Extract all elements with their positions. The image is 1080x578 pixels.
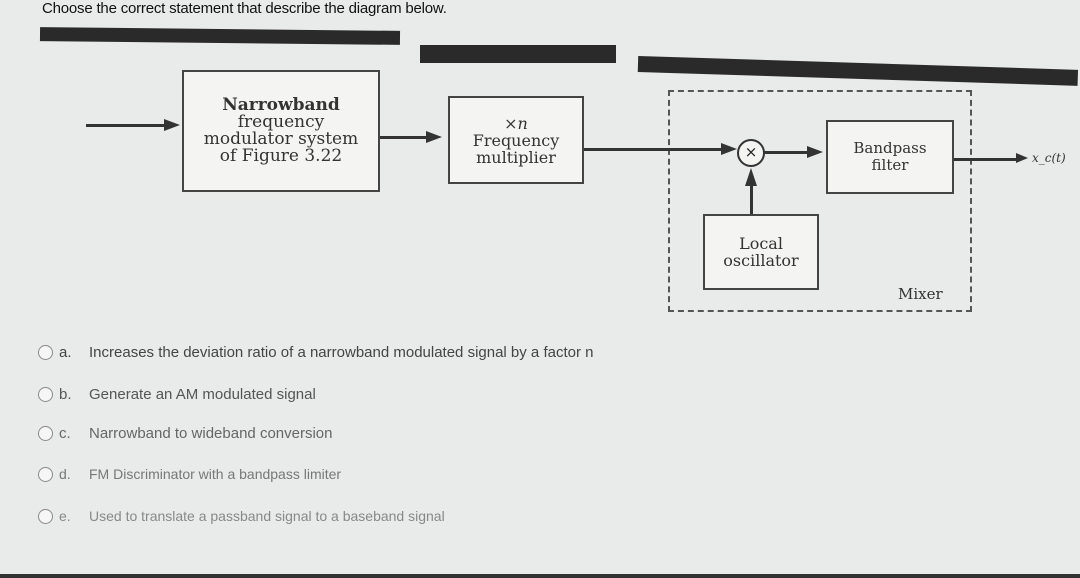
local-oscillator-block bbox=[703, 214, 819, 290]
arrowhead-lo-mult bbox=[745, 168, 757, 186]
wire-2-mult bbox=[584, 148, 724, 151]
output-wire bbox=[954, 158, 1018, 161]
arrowhead-2-mult bbox=[721, 143, 737, 155]
option-a-letter: a. bbox=[59, 344, 72, 361]
output-label: x_c(t) bbox=[1032, 151, 1066, 165]
radio-a[interactable] bbox=[38, 345, 53, 360]
option-e[interactable] bbox=[38, 508, 445, 524]
option-e-letter: e. bbox=[59, 508, 71, 524]
bpf-line1: Bandpass bbox=[853, 139, 927, 157]
radio-e[interactable] bbox=[38, 509, 53, 524]
wire-lo-mult bbox=[750, 186, 753, 214]
bpf-line2: filter bbox=[871, 156, 909, 174]
bandpass-filter-block bbox=[826, 120, 954, 194]
narrowband-fm-block bbox=[182, 70, 380, 192]
bottom-border bbox=[0, 574, 1080, 578]
option-d-letter: d. bbox=[59, 466, 71, 482]
option-d-text[interactable]: FM Discriminator with a bandpass limiter bbox=[89, 466, 342, 482]
input-arrowhead bbox=[164, 119, 180, 131]
output-arrowhead bbox=[1016, 153, 1028, 163]
frequency-multiplier-block bbox=[448, 96, 584, 184]
radio-c[interactable] bbox=[38, 426, 53, 441]
option-a-text[interactable]: Increases the deviation ratio of a narrowband modulated signal by a factor n bbox=[89, 344, 594, 361]
block2-line1: Frequency bbox=[472, 130, 560, 150]
block1-line1: Narrowband bbox=[222, 95, 340, 115]
divider-bar-3 bbox=[638, 56, 1078, 86]
arrowhead-1-2 bbox=[426, 131, 442, 143]
radio-b[interactable] bbox=[38, 387, 53, 402]
arrowhead-mult-bpf bbox=[807, 146, 823, 158]
question-text: Choose the correct statement that describe the diagram below. bbox=[42, 0, 447, 17]
option-c[interactable] bbox=[38, 425, 332, 442]
divider-bar-1 bbox=[40, 27, 400, 45]
option-a[interactable] bbox=[38, 344, 593, 361]
multiplier-icon: × bbox=[737, 139, 765, 167]
divider-bar-2 bbox=[420, 45, 616, 63]
mixer-label: Mixer bbox=[898, 285, 943, 303]
option-d[interactable] bbox=[38, 466, 341, 482]
multiplier-factor: ×n bbox=[504, 113, 528, 133]
option-b[interactable] bbox=[38, 386, 316, 403]
block1-line2: frequency bbox=[237, 112, 325, 132]
radio-d[interactable] bbox=[38, 467, 53, 482]
option-b-text[interactable]: Generate an AM modulated signal bbox=[89, 386, 316, 403]
block2-line2: multiplier bbox=[476, 147, 556, 167]
option-c-letter: c. bbox=[59, 425, 71, 442]
block1-line3: modulator system bbox=[203, 129, 359, 149]
option-b-letter: b. bbox=[59, 386, 72, 403]
wire-mult-bpf bbox=[763, 151, 809, 154]
lo-line2: oscillator bbox=[723, 251, 799, 270]
lo-line1: Local bbox=[739, 234, 783, 253]
option-c-text[interactable]: Narrowband to wideband conversion bbox=[89, 425, 333, 442]
input-wire bbox=[86, 124, 166, 127]
option-e-text[interactable]: Used to translate a passband signal to a baseband signal bbox=[89, 508, 445, 524]
block1-line4: of Figure 3.22 bbox=[219, 146, 343, 166]
wire-1-2 bbox=[380, 136, 428, 139]
